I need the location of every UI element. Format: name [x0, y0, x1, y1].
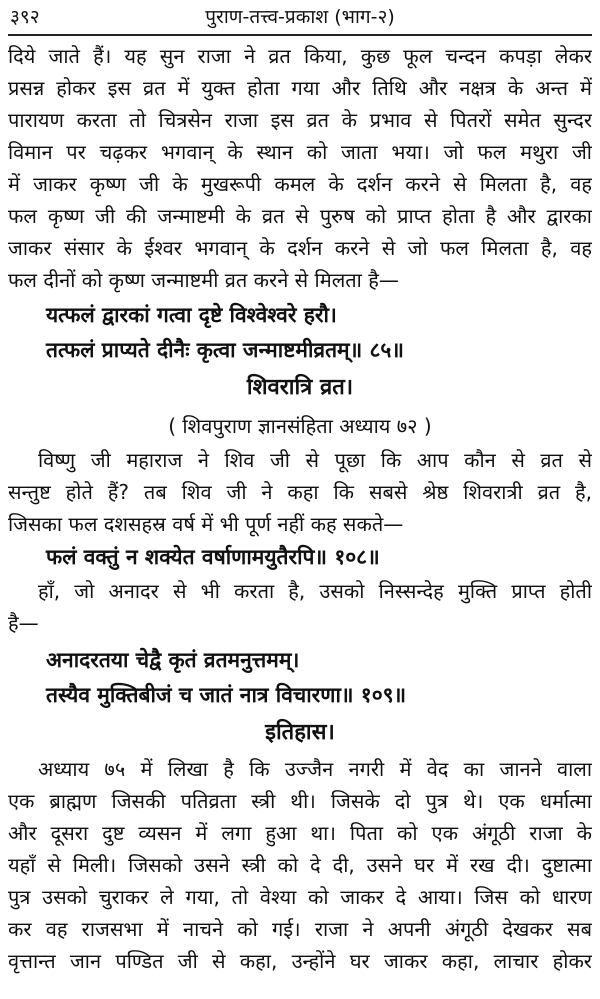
sanskrit-verse-85 — [8, 298, 592, 368]
text-line: हाँ, जो अनादर से भी करता है, उसको निस्सन्देह मुक्ति प्राप्त होती — [38, 579, 592, 603]
text-line: कर वह राजसभा में नाचने को गई। राजा ने अपनी अंगूठी देखकर सब — [8, 917, 592, 941]
sanskrit-verse-108 — [8, 540, 592, 575]
source-reference: ( शिवपुराण ज्ञानसंहिता अध्याय ७२ ) — [168, 414, 432, 438]
running-title: पुराण-तत्त्व-प्रकाश (भाग-२) — [205, 6, 395, 28]
text-line: और दूसरा दुष्ट व्यसन में लगा हुआ था। पिता को एक अंगूठी राजा के — [8, 821, 592, 845]
paragraph-shivaratri — [8, 444, 592, 540]
text-line: यहाँ से मिली। जिसको उसने स्त्री को दे दी, उसने घर में रख दी। दुष्टात्मा — [8, 853, 592, 877]
text-line: विष्णु जी महाराज ने शिव जी से पूछा कि आप कौन से व्रत से — [38, 448, 592, 472]
page-header — [8, 4, 592, 36]
paragraph-itihas — [8, 753, 592, 977]
text-line: वृत्तान्त जान पण्डित जी से कहा, उन्होंने घर जाकर कहा, लाचार होकर — [8, 949, 592, 973]
paragraph-janmashtami — [8, 40, 592, 296]
section-heading-itihas: इतिहास। — [265, 720, 335, 745]
text-line: पुत्र उसको चुराकर ले गया, तो वेश्या को जाकर दे आया। जिस को धारण — [8, 885, 592, 909]
text-line: है— — [8, 611, 39, 635]
paragraph-mukti — [8, 575, 592, 639]
verse-line: तत्फलं प्राप्यते दीनैः कृत्वा जन्माष्टमीव्रतम्॥ ८५॥ — [46, 338, 404, 362]
verse-line: फलं वक्तुं न शक्येत वर्षाणामयुतैरपि॥ १०८॥ — [46, 545, 380, 569]
verse-line: तस्यैव मुक्तिबीजं च जातं नात्र विचारणा॥ १०९॥ — [46, 683, 407, 707]
text-line: फल दीनों को कृष्ण जन्माष्टमी व्रत करने से मिलता है— — [8, 268, 399, 292]
text-line: जाकर संसार के ईश्वर भगवान् के दर्शन करने से जो फल मिलता है, वह — [8, 236, 592, 260]
text-line: अध्याय ७५ में लिखा है कि उज्जैन नगरी में वेद का जानने वाला — [38, 757, 592, 781]
section-heading-shivaratri: शिवरात्रि व्रत। — [246, 375, 354, 400]
text-line: फल कृष्ण जी की जन्माष्टमी के व्रत से पुरुष को प्राप्त होता है और द्वारका — [8, 204, 592, 228]
text-line: प्रसन्न होकर इस व्रत में युक्त होता गया और तिथि और नक्षत्र के अन्त में — [8, 76, 592, 100]
verse-line: अनादरतया चेद्वै कृतं व्रतमनुत्तमम्। — [46, 648, 300, 672]
page-number: ३९२ — [10, 6, 40, 28]
text-line: सन्तुष्ट होते हैं? तब शिव जी ने कहा कि सबसे श्रेष्ठ शिवरात्री व्रत है, — [8, 480, 592, 504]
sanskrit-verse-109 — [8, 643, 592, 713]
text-line: में जाकर कृष्ण जी के मुखरूपी कमल के दर्शन करने से मिलता है, वह — [8, 172, 592, 196]
text-line: जिसका फल दशसहस्र वर्ष में भी पूर्ण नहीं कह सकते— — [8, 512, 404, 536]
text-line: पारायण करता तो चित्रसेन राजा इस व्रत के प्रभाव से पितरों समेत सुन्दर — [8, 108, 592, 132]
verse-line: यत्फलं द्वारकां गत्वा दृष्टे विश्वेश्वरे हरौ। — [46, 303, 337, 327]
text-line: दिये जाते हैं। यह सुन राजा ने व्रत किया, कुछ फूल चन्दन कपड़ा लेकर — [8, 44, 592, 68]
page-body — [8, 40, 592, 977]
text-line: विमान पर चढ़कर भगवान् के स्थान को जाता भया। जो फल मथुरा जी — [8, 140, 592, 164]
text-line: एक ब्राह्मण जिसकी पतिव्रता स्त्री थी। जिसके दो पुत्र थे। एक धर्मात्मा — [8, 789, 592, 813]
